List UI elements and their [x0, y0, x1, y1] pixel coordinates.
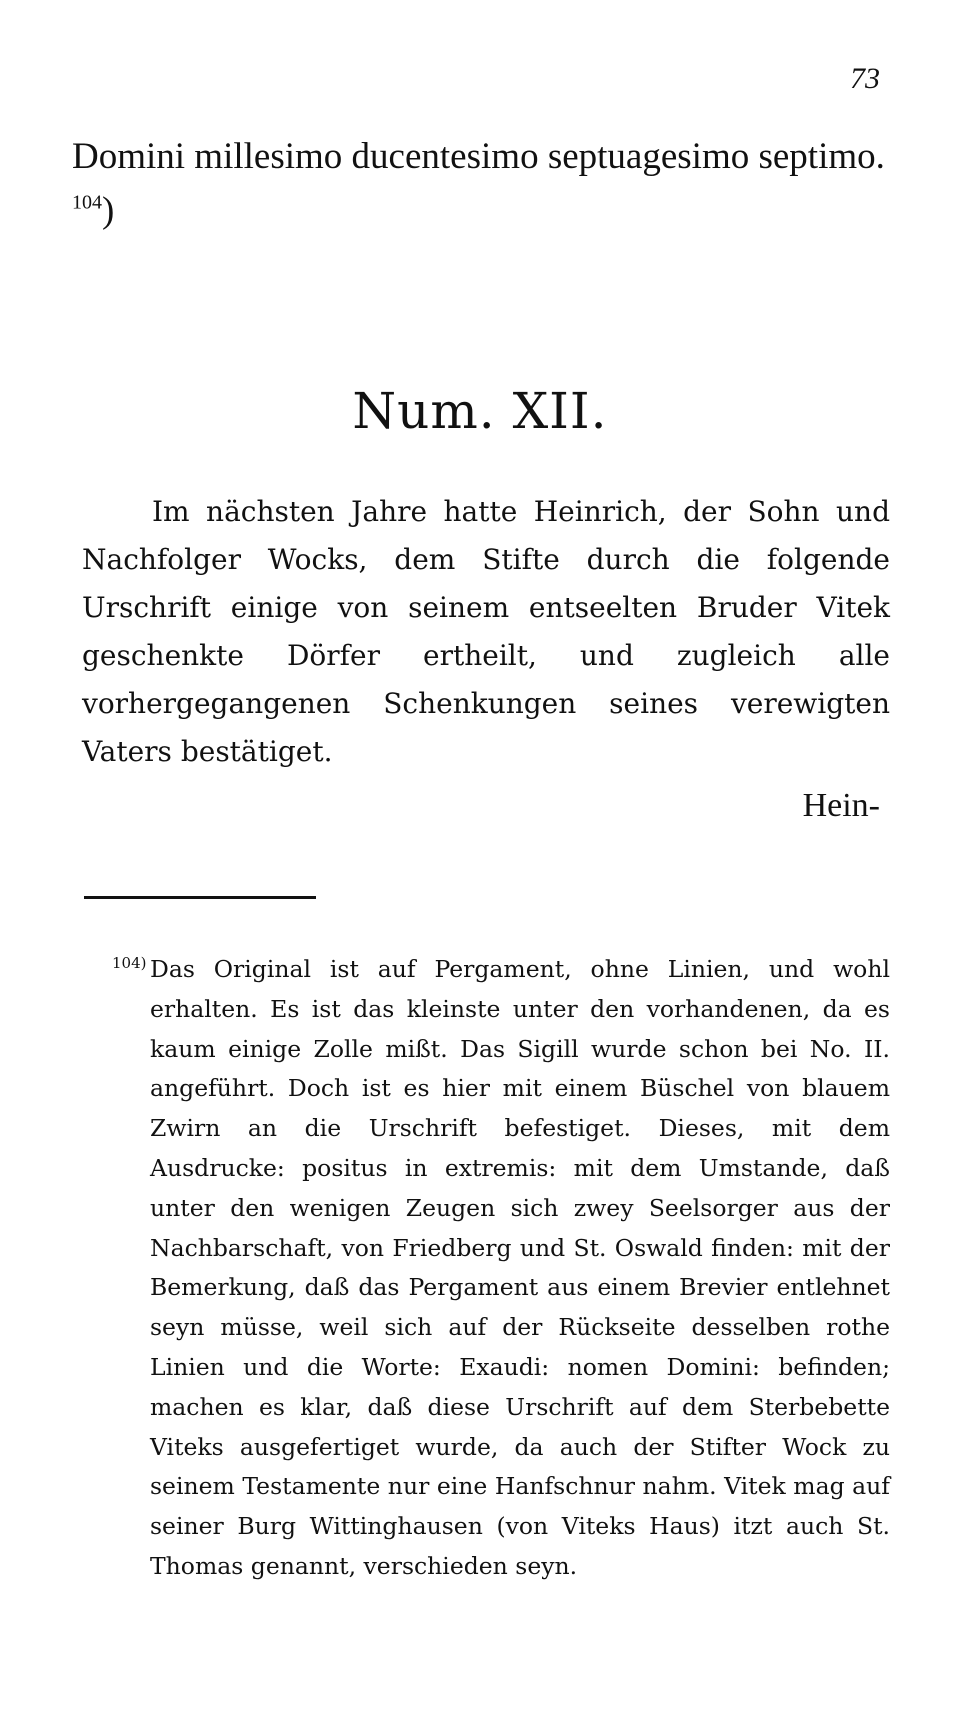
footnote-reference: 104: [72, 191, 102, 214]
latin-text-block: [72, 130, 892, 238]
section-heading: Num. XII.: [352, 382, 608, 440]
footnote: [112, 950, 890, 1587]
intro-paragraph: [82, 488, 890, 830]
latin-close-paren: ): [102, 190, 115, 231]
latin-text: Domini millesimo ducentesimo septuagesimo septimo.: [72, 136, 885, 177]
intro-text: Im nächsten Jahre hatte Heinrich, der Sohn und Nachfolger Wocks, dem Stifte durch die folgende Urschrift einige von seinem entseelten Bruder Vitek geschenkte Dörfer ertheilt, und zugleich alle vorhergegangenen Schenkungen seines verewigten Vaters bestätiget.: [82, 495, 890, 768]
page-number: 73: [850, 62, 880, 95]
catchword: Hein-: [802, 787, 880, 824]
footnote-marker: 104): [112, 954, 147, 972]
footnote-divider: [84, 896, 316, 899]
footnote-text: Das Original ist auf Pergament, ohne Linien, und wohl erhalten. Es ist das kleinste unter den vorhandenen, da es kaum einige Zolle mißt. Das Sigill wurde schon bei No. II. angeführt. Doch ist es hier mit einem Büschel von blauem Zwirn an die Urschrift befestiget. Dieses, mit dem Ausdrucke: positus in extremis: mit dem Umstande, daß unter den wenigen Zeugen sich zwey Seelsorger aus der Nachbarschaft, von Friedberg und St. Oswald finden: mit der Bemerkung, daß das Pergament aus einem Brevier entlehnet seyn müsse, weil sich auf der Rückseite desselben rothe Linien und die Worte: Exaudi: nomen Domini: befinden; machen es klar, daß diese Urschrift auf dem Sterbebette Viteks ausgefertiget wurde, da auch der Stifter Wock zu seinem Testamente nur eine Hanfschnur nahm. Vitek mag auf seiner Burg Wittinghausen (von Viteks Haus) itzt auch St. Thomas genannt, verschieden seyn.: [150, 955, 890, 1580]
